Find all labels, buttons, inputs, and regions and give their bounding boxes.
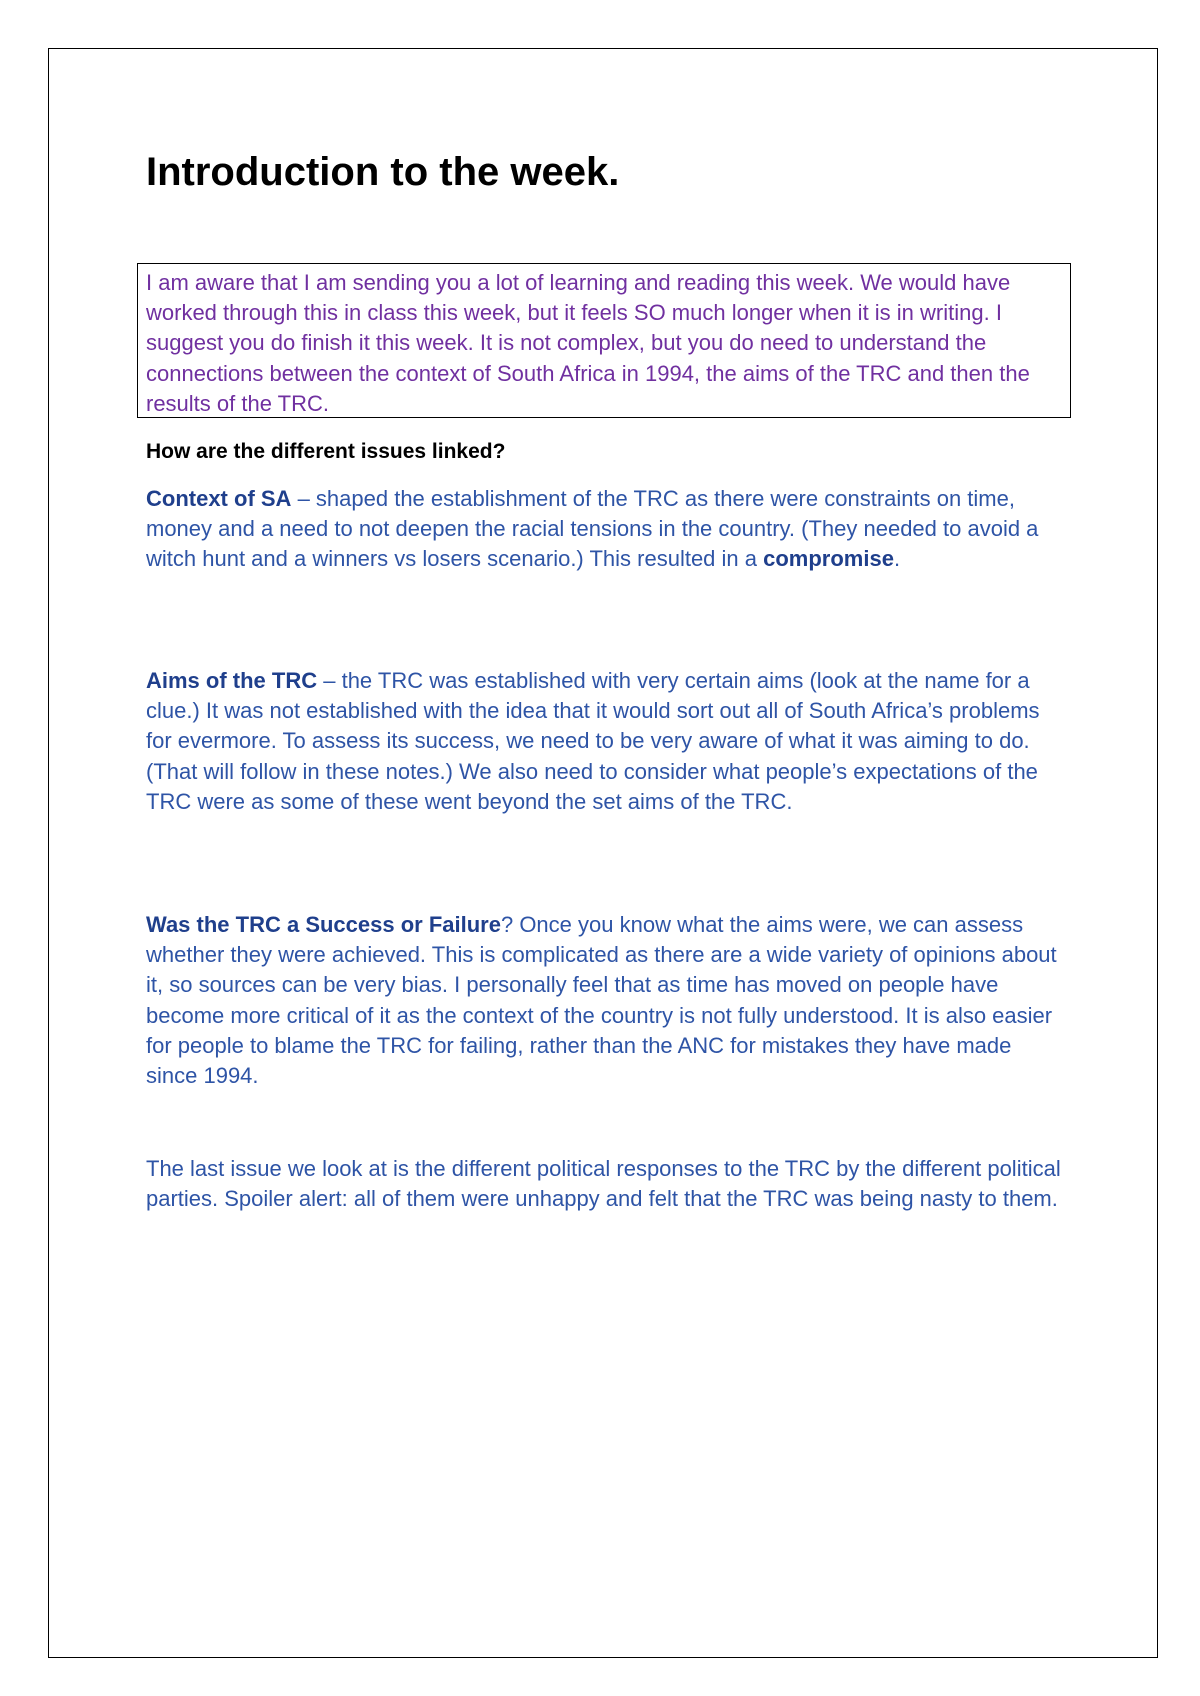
context-text-end: . <box>893 546 901 572</box>
aims-heading: Aims of the TRC <box>146 668 318 693</box>
compromise-emphasis: compromise <box>763 546 894 572</box>
context-text: – shaped the establishment of the TRC as there were constraints on time, money and a need to not deepen the racial tensions in the country. (They needed to avoid a witch hunt and a winners vs losers scenario.) This resulted in a <box>146 486 1039 572</box>
success-text: ? Once you know what the aims were, we can assess whether they were achieved. This is complicated as there are a wide variety of opinions about it, so sources can be very bias. I personally feel that as time has moved on people have become more critical of it as the context of the country is not fully understood. It is also easier for people to blame the TRC for failing, rather than the ANC for mistakes they have made since 1994. <box>146 912 1057 1089</box>
notice-text: I am aware that I am sending you a lot of learning and reading this week. We would have worked through this in class this week, but it feels SO much longer when it is in writing. I suggest you do finish it this week. It is not complex, but you do need to understand the connections between the context of South Africa in 1994, the aims of the TRC and then the results of the TRC. <box>146 270 1030 416</box>
notice-box <box>137 263 1071 418</box>
last-issue-paragraph: The last issue we look at is the different political responses to the TRC by the different political parties. Spoiler alert: all of them were unhappy and felt that the TRC was being nasty to them. <box>146 1156 1061 1212</box>
page-title: Introduction to the week. <box>146 150 620 194</box>
success-paragraph <box>146 910 1066 1091</box>
context-heading: Context of SA <box>146 486 292 511</box>
context-paragraph <box>146 484 1066 575</box>
aims-paragraph <box>146 666 1066 817</box>
aims-text: – the TRC was established with very certain aims (look at the name for a clue.) It was not established with the idea that it would sort out all of South Africa’s problems for evermore. To assess its success, we need to be very aware of what it was aiming to do. (That will follow in these notes.) We also need to consider what people’s expectations of the TRC were as some of these went beyond the set aims of the TRC. <box>146 668 1040 814</box>
question-heading: How are the different issues linked? <box>146 440 506 463</box>
success-heading: Was the TRC a Success or Failure <box>146 912 501 937</box>
